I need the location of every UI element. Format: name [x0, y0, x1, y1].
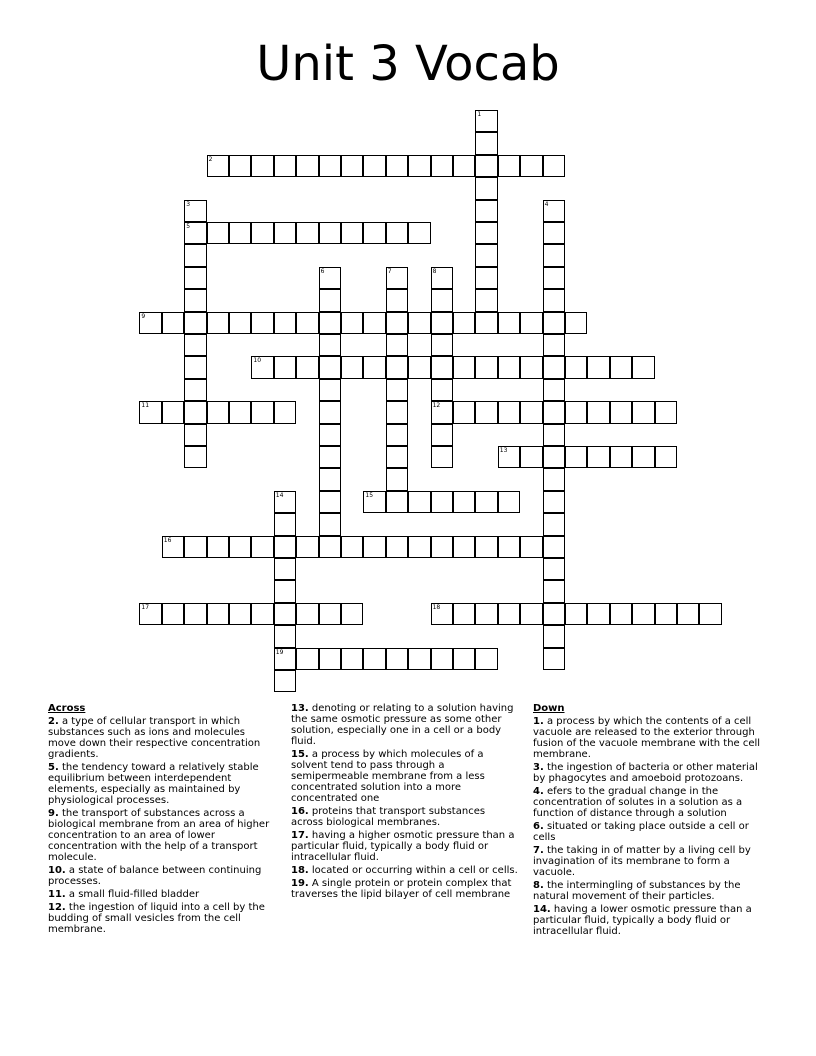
grid-cell[interactable] [229, 401, 251, 423]
grid-cell[interactable] [543, 536, 565, 558]
clue-item-text: efers to the gradual change in the concentration of solutes in a solution as a function of distance through a solution [533, 786, 743, 819]
grid-cell[interactable] [543, 446, 565, 468]
grid-cell[interactable] [386, 468, 408, 490]
clue-item-number: 7. [533, 845, 544, 856]
grid-cell[interactable] [363, 648, 385, 670]
grid-cell[interactable] [184, 200, 206, 222]
grid-cell[interactable] [274, 155, 296, 177]
grid-cell[interactable] [587, 446, 609, 468]
grid-cell[interactable] [386, 401, 408, 423]
grid-cell[interactable] [655, 603, 677, 625]
clue-number: 7 [387, 267, 392, 275]
grid-cell[interactable] [386, 424, 408, 446]
grid-cell[interactable] [453, 536, 475, 558]
grid-cell[interactable] [274, 648, 296, 670]
grid-cell[interactable] [184, 334, 206, 356]
grid-cell[interactable] [386, 491, 408, 513]
clue-item [533, 845, 761, 878]
clue-item-number: 18. [291, 865, 309, 876]
grid-cell[interactable] [207, 536, 229, 558]
grid-cell[interactable] [408, 491, 430, 513]
clue-item-text: a small fluid-filled bladder [65, 889, 200, 900]
grid-cell[interactable] [319, 468, 341, 490]
grid-cell[interactable] [207, 401, 229, 423]
grid-cell[interactable] [543, 244, 565, 266]
clue-number: 5 [186, 223, 191, 230]
grid-cell[interactable] [319, 513, 341, 535]
grid-cell[interactable] [632, 401, 654, 423]
grid-cell[interactable] [184, 244, 206, 266]
grid-cell[interactable] [475, 155, 497, 177]
grid-cell[interactable] [520, 401, 542, 423]
grid-cell[interactable] [341, 603, 363, 625]
grid-cell[interactable] [475, 132, 497, 154]
clue-item-text: a type of cellular transport in which substances such as ions and molecules move down their respective concentration gradients. [48, 716, 261, 760]
grid-cell[interactable] [386, 446, 408, 468]
grid-cell[interactable] [319, 648, 341, 670]
grid-cell[interactable] [296, 312, 318, 334]
clue-item-number: 2. [48, 716, 59, 727]
grid-cell[interactable] [431, 312, 453, 334]
grid-cell[interactable] [274, 222, 296, 244]
grid-cell[interactable] [341, 648, 363, 670]
clue-item [533, 880, 761, 902]
grid-cell[interactable] [565, 356, 587, 378]
clue-item-number: 10. [48, 865, 66, 876]
clue-item [533, 821, 761, 843]
grid-cell[interactable] [498, 312, 520, 334]
grid-cell[interactable] [543, 200, 565, 222]
clue-item-number: 6. [533, 821, 544, 832]
grid-cell[interactable] [184, 267, 206, 289]
grid-cell[interactable] [162, 536, 184, 558]
grid-cell[interactable] [475, 200, 497, 222]
grid-cell[interactable] [498, 155, 520, 177]
grid-cell[interactable] [431, 267, 453, 289]
clue-item-text: the transport of substances across a biological membrane from an area of higher concentration to an area of lower concentration with the help of a transport molecule. [48, 808, 270, 863]
grid-cell[interactable] [162, 603, 184, 625]
grid-cell[interactable] [139, 312, 161, 334]
grid-cell[interactable] [587, 603, 609, 625]
clue-number: 3 [186, 200, 191, 208]
grid-cell[interactable] [543, 334, 565, 356]
grid-cell[interactable] [274, 356, 296, 378]
grid-cell[interactable] [251, 222, 273, 244]
clue-item-number: 16. [291, 806, 309, 817]
grid-cell[interactable] [475, 491, 497, 513]
grid-cell[interactable] [475, 312, 497, 334]
clue-item-number: 1. [533, 716, 544, 727]
grid-cell[interactable] [319, 356, 341, 378]
grid-cell[interactable] [655, 401, 677, 423]
clue-item-text: a state of balance between continuing processes. [48, 865, 262, 887]
clue-item [48, 865, 276, 887]
clue-item [533, 904, 761, 937]
grid-cell[interactable] [363, 536, 385, 558]
grid-cell[interactable] [565, 312, 587, 334]
grid-cell[interactable] [475, 222, 497, 244]
grid-cell[interactable] [184, 289, 206, 311]
grid-cell[interactable] [543, 267, 565, 289]
clue-item [48, 762, 276, 806]
grid-cell[interactable] [543, 222, 565, 244]
grid-cell[interactable] [453, 603, 475, 625]
clue-item [291, 703, 519, 747]
grid-cell[interactable] [431, 536, 453, 558]
clue-number: 12 [432, 402, 441, 410]
grid-cell[interactable] [453, 312, 475, 334]
grid-cell[interactable] [408, 222, 430, 244]
grid-cell[interactable] [363, 155, 385, 177]
grid-cell[interactable] [251, 401, 273, 423]
grid-cell[interactable] [520, 155, 542, 177]
grid-cell[interactable] [184, 401, 206, 423]
clue-item [533, 762, 761, 784]
clue-number: 15 [365, 491, 374, 499]
grid-cell[interactable] [229, 155, 251, 177]
grid-cell[interactable] [565, 603, 587, 625]
clue-number: 11 [141, 402, 150, 410]
clue-item-text: the tendency toward a relatively stable equilibrium between interdependent elements, especially as maintained by physiological processes. [48, 762, 259, 806]
grid-cell[interactable] [431, 356, 453, 378]
grid-cell[interactable] [319, 222, 341, 244]
clue-item-text: A single protein or protein complex that traverses the lipid bilayer of cell membrane [291, 878, 512, 900]
clue-number: 8 [432, 267, 437, 275]
grid-cell[interactable] [274, 536, 296, 558]
grid-cell[interactable] [274, 603, 296, 625]
grid-cell[interactable] [475, 267, 497, 289]
grid-cell[interactable] [184, 603, 206, 625]
grid-cell[interactable] [274, 558, 296, 580]
grid-cell[interactable] [565, 446, 587, 468]
clue-number: 13 [499, 447, 508, 454]
clue-number: 18 [432, 603, 441, 611]
clue-item-number: 4. [533, 786, 544, 797]
grid-cell[interactable] [341, 155, 363, 177]
across-heading: Across [48, 703, 86, 714]
grid-cell[interactable] [408, 356, 430, 378]
grid-cell[interactable] [319, 312, 341, 334]
clue-number: 19 [275, 648, 284, 656]
clue-item-text: denoting or relating to a solution having the same osmotic pressure as some other solution, especially one in a cell or a body fluid. [291, 703, 514, 747]
grid-cell[interactable] [363, 356, 385, 378]
grid-cell[interactable] [296, 536, 318, 558]
grid-cell[interactable] [408, 536, 430, 558]
grid-cell[interactable] [207, 603, 229, 625]
grid-cell[interactable] [274, 513, 296, 535]
clue-item-text: the taking in of matter by a living cell by invagination of its membrane to form a vacuole. [533, 845, 751, 878]
clue-item-number: 11. [48, 889, 66, 900]
grid-cell[interactable] [274, 401, 296, 423]
grid-cell[interactable] [475, 289, 497, 311]
grid-cell[interactable] [251, 312, 273, 334]
grid-cell[interactable] [319, 155, 341, 177]
grid-cell[interactable] [520, 356, 542, 378]
clue-item-text: having a lower osmotic pressure than a particular fluid, typically a body fluid or intracellular fluid. [533, 904, 752, 937]
grid-cell[interactable] [319, 424, 341, 446]
clue-number: 4 [544, 200, 549, 208]
grid-cell[interactable] [274, 580, 296, 602]
down-clues [533, 703, 761, 939]
clue-item-text: situated or taking place outside a cell or cells [533, 821, 749, 843]
grid-cell[interactable] [207, 155, 229, 177]
grid-cell[interactable] [610, 603, 632, 625]
grid-cell[interactable] [229, 603, 251, 625]
grid-cell[interactable] [319, 603, 341, 625]
grid-cell[interactable] [475, 177, 497, 199]
grid-cell[interactable] [386, 536, 408, 558]
grid-cell[interactable] [386, 312, 408, 334]
grid-cell[interactable] [543, 424, 565, 446]
grid-cell[interactable] [408, 312, 430, 334]
grid-cell[interactable] [699, 603, 721, 625]
grid-cell[interactable] [207, 222, 229, 244]
grid-cell[interactable] [431, 155, 453, 177]
clue-item [291, 878, 519, 900]
grid-cell[interactable] [565, 401, 587, 423]
grid-cell[interactable] [543, 289, 565, 311]
grid-cell[interactable] [319, 379, 341, 401]
grid-cell[interactable] [408, 648, 430, 670]
grid-cell[interactable] [431, 379, 453, 401]
clue-item-text: proteins that transport substances across biological membranes. [291, 806, 486, 828]
grid-cell[interactable] [431, 289, 453, 311]
grid-cell[interactable] [363, 312, 385, 334]
clue-item-number: 5. [48, 762, 59, 773]
grid-cell[interactable] [543, 401, 565, 423]
grid-cell[interactable] [543, 155, 565, 177]
grid-cell[interactable] [475, 603, 497, 625]
grid-cell[interactable] [453, 356, 475, 378]
grid-cell[interactable] [162, 312, 184, 334]
clue-item [291, 806, 519, 828]
grid-cell[interactable] [543, 558, 565, 580]
grid-cell[interactable] [386, 334, 408, 356]
grid-cell[interactable] [543, 379, 565, 401]
clue-number: 9 [141, 312, 146, 320]
clue-item-text: a process by which the contents of a cell vacuole are released to the exterior through fusion of the vacuole membrane with the cell membrane. [533, 716, 761, 760]
grid-cell[interactable] [296, 603, 318, 625]
grid-cell[interactable] [341, 312, 363, 334]
clue-item-number: 15. [291, 749, 309, 760]
grid-cell[interactable] [274, 625, 296, 647]
clue-item [48, 889, 276, 900]
grid-cell[interactable] [319, 267, 341, 289]
grid-cell[interactable] [677, 603, 699, 625]
grid-cell[interactable] [274, 670, 296, 692]
grid-cell[interactable] [184, 446, 206, 468]
grid-cell[interactable] [386, 222, 408, 244]
clue-item-number: 13. [291, 703, 309, 714]
grid-cell[interactable] [363, 222, 385, 244]
grid-cell[interactable] [386, 267, 408, 289]
grid-cell[interactable] [475, 401, 497, 423]
clue-item [48, 808, 276, 863]
clue-number: 6 [320, 267, 325, 275]
grid-cell[interactable] [543, 356, 565, 378]
grid-cell[interactable] [251, 155, 273, 177]
clue-item-text: a process by which molecules of a solvent tend to pass through a semipermeable membrane from a less concentrated solution into a more concentrated one [291, 749, 485, 804]
grid-cell[interactable] [139, 401, 161, 423]
clue-item [533, 716, 761, 760]
grid-cell[interactable] [319, 334, 341, 356]
clue-item-number: 14. [533, 904, 551, 915]
grid-cell[interactable] [587, 401, 609, 423]
grid-cell[interactable] [431, 446, 453, 468]
grid-cell[interactable] [184, 379, 206, 401]
grid-cell[interactable] [520, 312, 542, 334]
grid-cell[interactable] [543, 603, 565, 625]
grid-cell[interactable] [475, 110, 497, 132]
grid-cell[interactable] [274, 312, 296, 334]
grid-cell[interactable] [184, 536, 206, 558]
grid-cell[interactable] [543, 468, 565, 490]
down-heading: Down [533, 703, 565, 714]
clue-number: 17 [141, 603, 150, 611]
clue-item [533, 786, 761, 819]
grid-cell[interactable] [498, 401, 520, 423]
grid-cell[interactable] [543, 491, 565, 513]
clue-item [291, 749, 519, 804]
grid-cell[interactable] [184, 356, 206, 378]
page-title: Unit 3 Vocab [256, 36, 560, 92]
grid-cell[interactable] [274, 491, 296, 513]
grid-cell[interactable] [296, 648, 318, 670]
grid-cell[interactable] [498, 536, 520, 558]
grid-cell[interactable] [162, 401, 184, 423]
grid-cell[interactable] [229, 312, 251, 334]
clue-item [291, 865, 519, 876]
grid-cell[interactable] [386, 155, 408, 177]
grid-cell[interactable] [543, 580, 565, 602]
grid-cell[interactable] [543, 648, 565, 670]
grid-cell[interactable] [319, 401, 341, 423]
grid-cell[interactable] [632, 356, 654, 378]
grid-cell[interactable] [475, 356, 497, 378]
clue-item-text: the ingestion of liquid into a cell by the budding of small vesicles from the cell membrane. [48, 902, 265, 935]
grid-cell[interactable] [408, 155, 430, 177]
clue-item-text: having a higher osmotic pressure than a particular fluid, typically a body fluid or intracellular fluid. [291, 830, 515, 863]
clue-item-number: 3. [533, 762, 544, 773]
grid-cell[interactable] [453, 648, 475, 670]
clue-number: 14 [275, 491, 284, 499]
grid-cell[interactable] [184, 312, 206, 334]
grid-cell[interactable] [341, 536, 363, 558]
grid-cell[interactable] [587, 356, 609, 378]
grid-cell[interactable] [251, 356, 273, 378]
grid-cell[interactable] [251, 536, 273, 558]
grid-cell[interactable] [475, 536, 497, 558]
grid-cell[interactable] [319, 536, 341, 558]
grid-cell[interactable] [453, 491, 475, 513]
grid-cell[interactable] [363, 491, 385, 513]
grid-cell[interactable] [319, 446, 341, 468]
grid-cell[interactable] [498, 603, 520, 625]
clue-number: 16 [163, 536, 172, 544]
grid-cell[interactable] [520, 536, 542, 558]
grid-cell[interactable] [498, 491, 520, 513]
grid-cell[interactable] [431, 603, 453, 625]
grid-cell[interactable] [475, 648, 497, 670]
grid-cell[interactable] [431, 648, 453, 670]
grid-cell[interactable] [341, 222, 363, 244]
clue-item-number: 12. [48, 902, 66, 913]
grid-cell[interactable] [453, 401, 475, 423]
grid-cell[interactable] [386, 648, 408, 670]
grid-cell[interactable] [543, 513, 565, 535]
clue-item-number: 17. [291, 830, 309, 841]
grid-cell[interactable] [543, 625, 565, 647]
grid-cell[interactable] [543, 312, 565, 334]
clue-item-number: 9. [48, 808, 59, 819]
clue-item [48, 716, 276, 760]
grid-cell[interactable] [207, 312, 229, 334]
grid-cell[interactable] [184, 222, 206, 244]
grid-cell[interactable] [319, 289, 341, 311]
grid-cell[interactable] [229, 222, 251, 244]
grid-cell[interactable] [139, 603, 161, 625]
clue-item [48, 902, 276, 935]
clue-item-number: 8. [533, 880, 544, 891]
grid-cell[interactable] [386, 379, 408, 401]
clue-item-text: the intermingling of substances by the natural movement of their particles. [533, 880, 741, 902]
grid-cell[interactable] [520, 446, 542, 468]
grid-cell[interactable] [431, 401, 453, 423]
grid-cell[interactable] [431, 424, 453, 446]
grid-cell[interactable] [610, 446, 632, 468]
grid-cell[interactable] [386, 356, 408, 378]
grid-cell[interactable] [655, 446, 677, 468]
grid-cell[interactable] [610, 356, 632, 378]
grid-cell[interactable] [520, 603, 542, 625]
grid-cell[interactable] [386, 289, 408, 311]
grid-cell[interactable] [498, 446, 520, 468]
grid-cell[interactable] [296, 356, 318, 378]
grid-cell[interactable] [610, 401, 632, 423]
grid-cell[interactable] [341, 356, 363, 378]
grid-cell[interactable] [632, 603, 654, 625]
across-clues [48, 703, 276, 937]
clue-item-number: 19. [291, 878, 309, 889]
grid-cell[interactable] [475, 244, 497, 266]
grid-cell[interactable] [632, 446, 654, 468]
grid-cell[interactable] [431, 334, 453, 356]
across-clues-continued [291, 703, 519, 902]
grid-cell[interactable] [319, 491, 341, 513]
clue-number: 1 [477, 111, 482, 118]
grid-cell[interactable] [498, 356, 520, 378]
clue-item [291, 830, 519, 863]
grid-cell[interactable] [296, 155, 318, 177]
grid-cell[interactable] [431, 491, 453, 513]
clue-number: 10 [253, 357, 262, 365]
grid-cell[interactable] [184, 424, 206, 446]
grid-cell[interactable] [453, 155, 475, 177]
clue-number: 2 [208, 155, 213, 163]
grid-cell[interactable] [251, 603, 273, 625]
grid-cell[interactable] [229, 536, 251, 558]
clue-item-text: located or occurring within a cell or cells. [308, 865, 518, 876]
grid-cell[interactable] [296, 222, 318, 244]
clue-item-text: the ingestion of bacteria or other material by phagocytes and amoeboid protozoans. [533, 762, 758, 784]
